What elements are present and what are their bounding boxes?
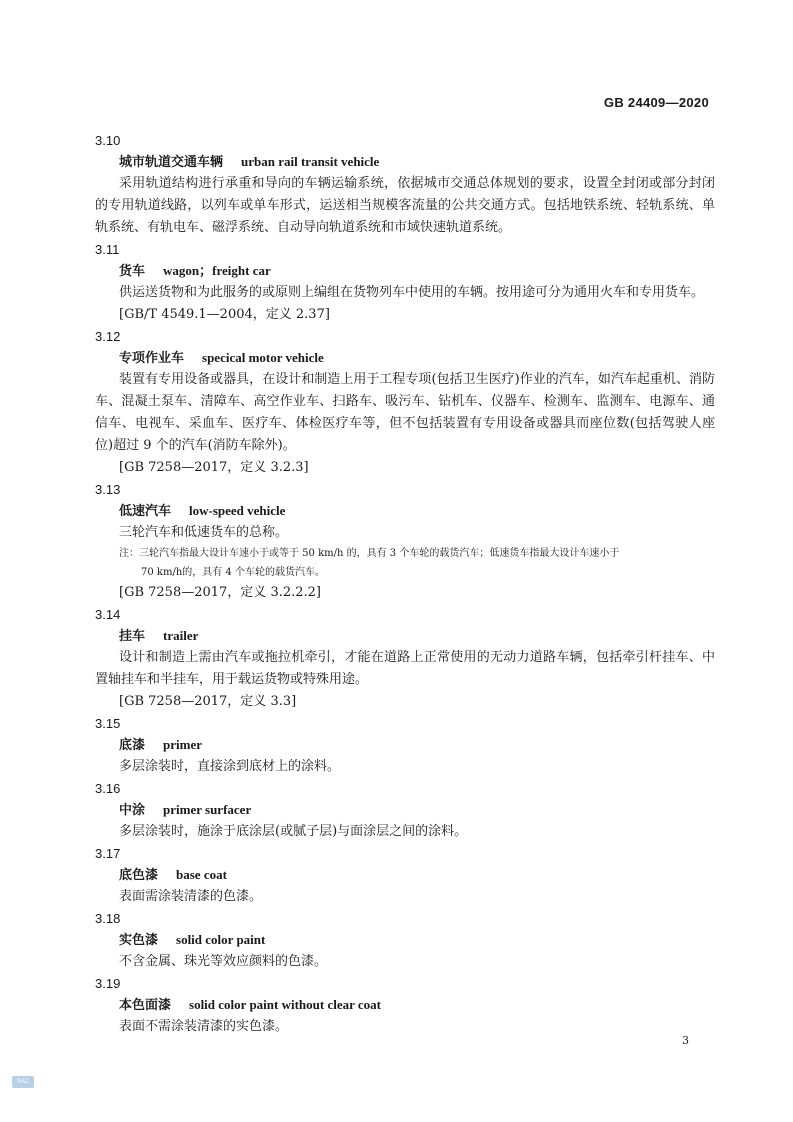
term-entry [95,778,715,843]
clause-number: 3.11 [95,242,120,257]
term-entry [95,479,715,604]
term-heading [95,347,715,369]
clause-number: 3.10 [95,133,121,148]
term-en: low-speed vehicle [189,503,286,518]
term-zh: 货车 [119,264,146,279]
clause-number: 3.12 [95,329,121,344]
term-en: wagon；freight car [163,263,271,278]
term-source: [GB 7258—2017，定义 3.3] [119,694,297,709]
term-heading [95,734,715,756]
clause-number: 3.14 [95,607,121,622]
clause-number: 3.19 [95,976,121,991]
standard-code: GB 24409—2020 [603,95,709,110]
term-zh: 中涂 [119,803,146,818]
term-zh: 实色漆 [119,933,159,948]
term-en: base coat [176,867,227,882]
term-en: trailer [163,628,199,643]
term-zh: 挂车 [119,629,146,644]
term-definition: 三轮汽车和低速货车的总称。 [119,525,289,540]
term-source: [GB 7258—2017，定义 3.2.2.2] [119,585,321,600]
term-en: primer surfacer [163,802,252,817]
term-entry [95,973,715,1038]
term-zh: 低速汽车 [119,504,172,519]
term-en: specical motor vehicle [202,350,324,365]
term-entry [95,908,715,973]
term-entry [95,326,715,479]
term-definition: 不含金属、珠光等效应颜料的色漆。 [119,954,328,969]
term-heading [95,625,715,647]
term-en: primer [163,737,202,752]
term-definition: 采用轨道结构进行承重和导向的车辆运输系统，依据城市交通总体规划的要求，设置全封闭或部分封闭的专用轨道线路，以列车或单车形式，运送相当规模客流量的公共交通方式。包括地铁系统、轻轨系统、单轨系统、有轨电车、磁浮系统、自动导向轨道系统和市域快速轨道系统。 [95,176,715,235]
term-definition: 设计和制造上需由汽车或拖拉机牵引，才能在道路上正常使用的无动力道路车辆，包括牵引杆挂车、中置轴挂车和半挂车，用于载运货物或特殊用途。 [95,650,715,687]
term-zh: 底色漆 [119,868,159,883]
term-zh: 城市轨道交通车辆 [119,155,224,170]
term-list [95,130,715,1038]
term-entry [95,713,715,778]
term-definition: 多层涂装时，施涂于底涂层(或腻子层)与面涂层之间的涂料。 [119,824,468,839]
term-definition: 供运送货物和为此服务的或原则上编组在货物列车中使用的车辆。按用途可分为通用火车和专用货车。 [119,285,705,300]
term-note [95,544,715,582]
term-en: solid color paint [176,932,266,947]
note-line: 注：三轮汽车指最大设计车速小于或等于 50 km/h 的，具有 3 个车轮的载货汽车；低速货车指最大设计车速小于 [119,548,620,559]
term-heading [95,864,715,886]
term-heading [95,260,715,282]
note-line-continued: 70 km/h的，具有 4 个车轮的载货汽车。 [141,567,325,578]
term-entry [95,239,715,326]
term-zh: 本色面漆 [119,998,172,1013]
term-zh: 专项作业车 [119,351,185,366]
sac-logo: SAC [12,1076,34,1088]
term-entry [95,843,715,908]
clause-number: 3.18 [95,911,121,926]
term-definition: 装置有专用设备或器具，在设计和制造上用于工程专项(包括卫生医疗)作业的汽车，如汽车起重机、消防车、混凝土泵车、清障车、高空作业车、扫路车、吸污车、钻机车、仪器车、检测车、监测车、电源车、通信车、电视车、采血车、医疗车、体检医疗车等，但不包括装置有专用设备或器具而座位数(包括驾驶人座位)超过 9 个的汽车(消防车除外)。 [95,372,715,453]
term-zh: 底漆 [119,738,146,753]
term-en: solid color paint without clear coat [189,997,382,1012]
term-entry [95,604,715,713]
term-heading [95,929,715,951]
term-heading [95,799,715,821]
clause-number: 3.16 [95,781,121,796]
term-en: urban rail transit vehicle [241,154,380,169]
clause-number: 3.15 [95,716,121,731]
term-definition: 多层涂装时，直接涂到底材上的涂料。 [119,759,341,774]
clause-number: 3.13 [95,482,121,497]
term-heading [95,151,715,173]
term-source: [GB/T 4549.1—2004，定义 2.37] [119,307,330,322]
term-source: [GB 7258—2017，定义 3.2.3] [119,460,309,475]
term-heading [95,500,715,522]
term-definition: 表面需涂装清漆的色漆。 [119,889,263,904]
term-definition: 表面不需涂装清漆的实色漆。 [119,1019,289,1034]
term-heading [95,994,715,1016]
term-entry [95,130,715,239]
page-number: 3 [682,1034,689,1047]
clause-number: 3.17 [95,846,121,861]
